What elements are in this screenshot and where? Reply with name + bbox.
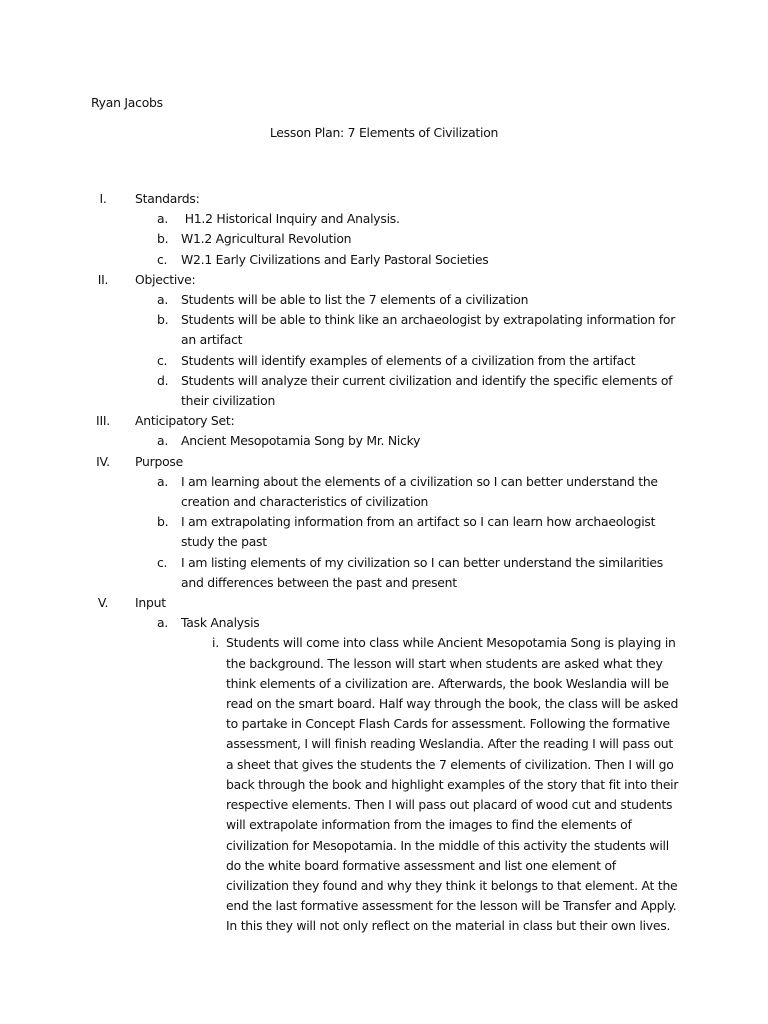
- outline-item: [0, 250, 768, 270]
- item-letter: a.: [157, 473, 169, 489]
- item-text: I am listing elements of my civilization so I can better understand the similarities and differences between the past and present: [181, 554, 664, 590]
- outline-item: [0, 431, 768, 451]
- item-letter: a.: [157, 292, 169, 308]
- outline-item: [0, 209, 768, 229]
- outline-item: [0, 351, 768, 371]
- outline-item: [0, 310, 768, 350]
- item-letter: a.: [157, 433, 169, 449]
- section-anticipatory-set: [0, 411, 768, 431]
- item-text: I am learning about the elements of a civilization so I can better understand the creation and characteristics of civilization: [181, 473, 658, 510]
- section-number: V.: [97, 595, 109, 611]
- section-heading: Input: [135, 595, 166, 611]
- outline-item: [0, 472, 768, 512]
- item-text: Task Analysis: [181, 615, 260, 631]
- outline-item: [0, 371, 768, 411]
- item-letter: b.: [157, 312, 169, 328]
- outline-subitem: [0, 633, 768, 936]
- item-letter: a.: [157, 615, 169, 631]
- author-name: Ryan Jacobs: [91, 95, 163, 110]
- item-letter: c.: [157, 352, 168, 368]
- section-standards: [0, 189, 768, 209]
- item-text: W2.1 Early Civilizations and Early Pastoral Societies: [181, 251, 489, 267]
- item-text: Students will be able to think like an archaeologist by extrapolating information for an artifact: [181, 312, 676, 348]
- item-text: H1.2 Historical Inquiry and Analysis.: [181, 211, 400, 227]
- section-heading: Anticipatory Set:: [135, 413, 235, 429]
- item-text: Students will identify examples of elements of a civilization from the artifact: [181, 352, 636, 368]
- item-text: Students will analyze their current civilization and identify the specific elements of their civilization: [181, 372, 673, 409]
- section-number: II.: [97, 271, 109, 287]
- item-text: I am extrapolating information from an artifact so I can learn how archaeologist study the past: [181, 514, 656, 550]
- item-text: Ancient Mesopotamia Song by Mr. Nicky: [181, 433, 421, 449]
- subitem-number: i.: [212, 635, 219, 651]
- item-text: W1.2 Agricultural Revolution: [181, 231, 352, 247]
- section-heading: Standards:: [135, 191, 200, 206]
- outline-item: [0, 613, 768, 633]
- section-number: III.: [96, 413, 110, 429]
- section-purpose: [0, 452, 768, 472]
- outline-item: [0, 229, 768, 249]
- section-input: [0, 593, 768, 613]
- item-letter: a.: [157, 211, 169, 227]
- item-letter: c.: [157, 554, 168, 570]
- document-title: Lesson Plan: 7 Elements of Civilization: [269, 125, 499, 140]
- item-letter: c.: [157, 251, 168, 267]
- section-number: IV.: [96, 453, 110, 469]
- section-heading: Objective:: [135, 271, 196, 287]
- outline-item: [0, 553, 768, 593]
- outline-item: [0, 512, 768, 552]
- section-objective: [0, 270, 768, 290]
- item-text: Students will be able to list the 7 elements of a civilization: [181, 292, 529, 308]
- lesson-outline: [0, 189, 768, 937]
- section-heading: Purpose: [135, 453, 183, 469]
- item-letter: b.: [157, 231, 169, 247]
- item-letter: b.: [157, 514, 169, 530]
- outline-item: [0, 290, 768, 310]
- section-number: I.: [99, 191, 107, 206]
- task-analysis-paragraph: Students will come into class while Ancient Mesopotamia Song is playing in the background. The lesson will start when students are asked what they think elements of a civilization are. Afterwards, the book Weslandia will be read on the smart board. Half way through the book, the class will be asked to partake in Concept Flash Cards for assessment. Following the formative assessment, I will finish reading Weslandia. After the reading I will pass out a sheet that gives the students the 7 elements of civilization. Then I will go back through the book and highlight examples of the story that fit into their respective elements. Then I will pass out placard of wood cut and students will extrapolate information from the images to find the elements of civilization for Mesopotamia. In the middle of this activity the students will do the white board formative assessment and list one element of civilization they found and why they think it belongs to that element. At the end the last formative assessment for the lesson will be Transfer and Apply. In this they will not only reflect on the material in class but their own lives.: [226, 635, 679, 934]
- item-letter: d.: [157, 372, 169, 388]
